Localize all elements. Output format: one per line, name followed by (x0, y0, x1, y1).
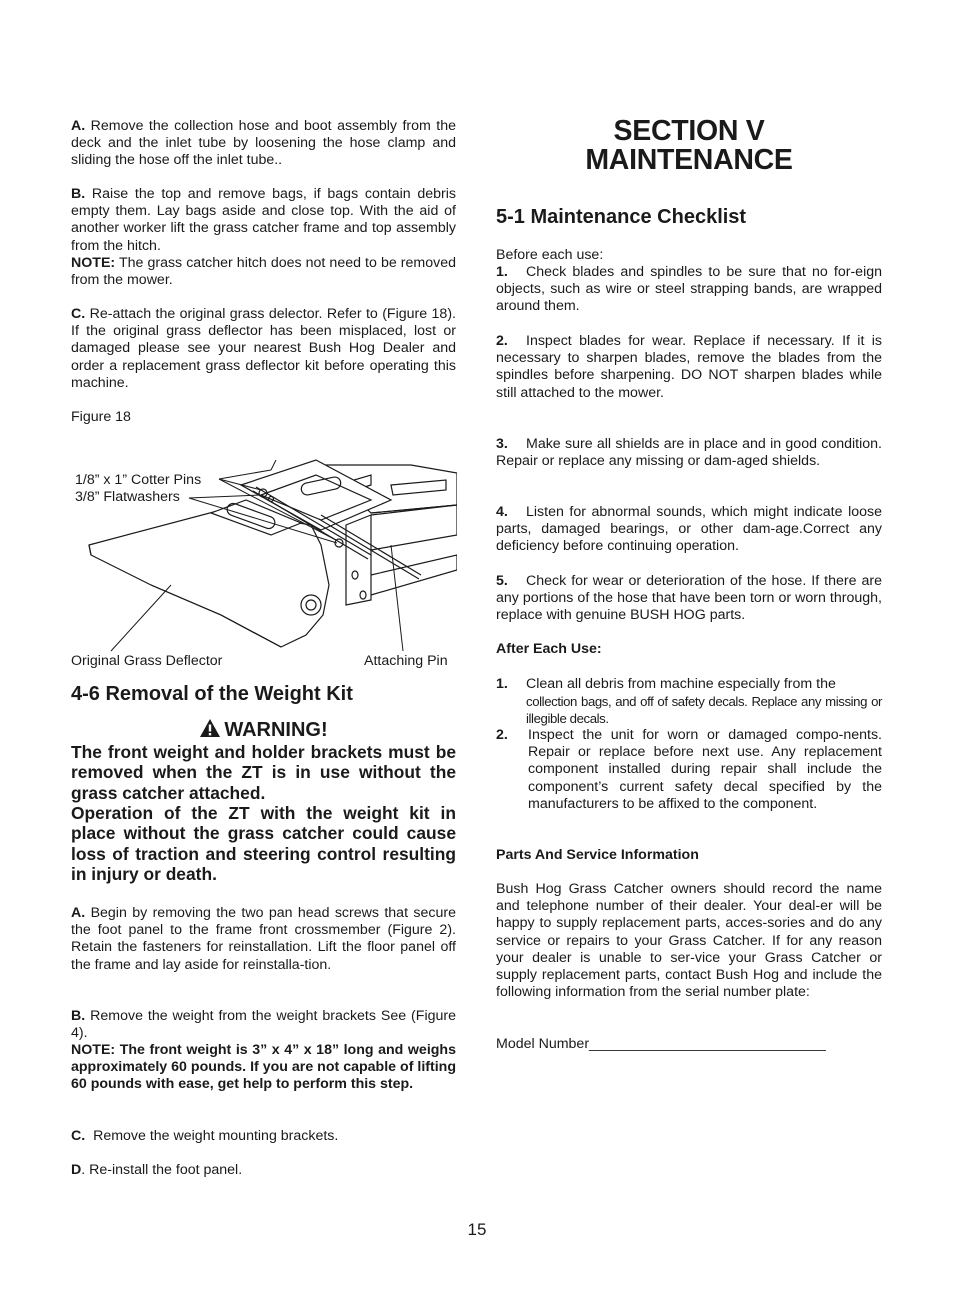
warning-heading (71, 718, 456, 742)
step-a: A. Begin by removing the two pan head screws that secure the foot panel to the frame front crossmember (Figure 2). Retain the fasteners for reinstallation. Lift the floor panel off the frame and lay aside for reinstalla-tion. (71, 905, 456, 973)
warning-triangle-icon (199, 718, 221, 738)
paragraph-a: A. Remove the collection hose and boot assembly from the deck and the inlet tube by loosening the hose clamp and sliding the hose off the inlet tube.. (71, 118, 456, 169)
step-d: D. Re-install the foot panel. (71, 1162, 243, 1178)
parts-service-label: Parts And Service Information (496, 847, 699, 863)
label-attaching-pin: Attaching Pin (364, 653, 448, 669)
heading-maintenance-checklist: 5-1 Maintenance Checklist (496, 206, 747, 228)
label-cotter-pins: 1/8” x 1” Cotter Pins (75, 472, 202, 488)
before-item-1: 1. Check blades and spindles to be sure that no for-eign objects, such as wire or steel strapping bands, are wrapped around them. (496, 264, 882, 315)
paragraph-c: C. Re-attach the original grass delector. Refer to (Figure 18). If the original grass deflector has been misplaced, lost or damaged please see your nearest Bush Hog Dealer and order a replacement grass deflector kit before operating this machine. (71, 306, 456, 391)
parts-service-text: Bush Hog Grass Catcher owners should record the name and telephone number of their dealer. Your deal-er will be happy to supply replacement parts, acces-sories and do any service or repairs to your Grass Catcher. If for any reason your dealer is unable to ser-vice your Grass Catcher or supply replacement parts, contact Bush Hog and include the following information from the serial number plate: (496, 881, 882, 1001)
section-title-line2: MAINTENANCE (585, 144, 793, 176)
warning-text-1: The front weight and holder brackets must be removed when the ZT is in use without the grass catcher attached. (71, 742, 456, 803)
after-each-use-label: After Each Use: (496, 641, 602, 657)
model-number-line: Model Number______________________________ (496, 1036, 826, 1052)
before-item-3: 3. Make sure all shields are in place and in good condition. Repair or replace any missing or dam-aged shields. (496, 436, 882, 470)
paragraph-b: B. Raise the top and remove bags, if bags contain debris empty them. Lay bags aside and close top. With the aid of another worker lift the grass catcher frame and top assembly from the hitch. (71, 186, 456, 254)
figure-caption: Figure 18 (71, 409, 131, 425)
page-number: 15 (467, 1220, 487, 1239)
note-hitch: NOTE: The grass catcher hitch does not need to be removed from the mower. (71, 255, 456, 289)
warning-title: WARNING! (224, 719, 328, 741)
label-grass-deflector: Original Grass Deflector (71, 653, 223, 669)
before-item-4: 4. Listen for abnormal sounds, which might indicate loose parts, damaged bearings, or other dam-age.Correct any deficiency before continuing operation. (496, 504, 882, 555)
step-c: C. Remove the weight mounting brackets. (71, 1128, 339, 1144)
after-item-2: 2. Inspect the unit for worn or damaged compo-nents. Repair or replace before next use. Any replacement component installed during repair shall include the component’s current safety decal specified by the manufacturers to be affixed to the component. (496, 727, 882, 812)
step-b: B. Remove the weight from the weight brackets See (Figure 4). (71, 1008, 456, 1042)
label-flatwashers: 3/8” Flatwashers (75, 489, 180, 505)
before-each-use-label: Before each use: (496, 247, 604, 263)
section-title-line1: SECTION V (613, 115, 765, 147)
after-item-1: 1. Clean all debris from machine especially from the collection bags, and off of safety decals. Replace any missing or illegible decals. (496, 676, 882, 727)
warning-text-2: Operation of the ZT with the weight kit in place without the grass catcher could cause loss of traction and steering control resulting in injury or death. (71, 803, 456, 885)
note-weight: NOTE: The front weight is 3” x 4” x 18” long and weighs approximately 60 pounds. If you are not capable of lifting 60 pounds with ease, get help to perform this step. (71, 1042, 456, 1093)
heading-removal-weight-kit: 4-6 Removal of the Weight Kit (71, 683, 353, 705)
before-item-2: 2. Inspect blades for wear. Replace if necessary. If it is necessary to sharpen blades, remove the blades from the spindles before sharpening. DO NOT sharpen blades while still attached to the mower. (496, 333, 882, 401)
before-item-5: 5. Check for wear or deterioration of the hose. If there are any portions of the hose that have been torn or worn through, replace with genuine BUSH HOG parts. (496, 573, 882, 624)
